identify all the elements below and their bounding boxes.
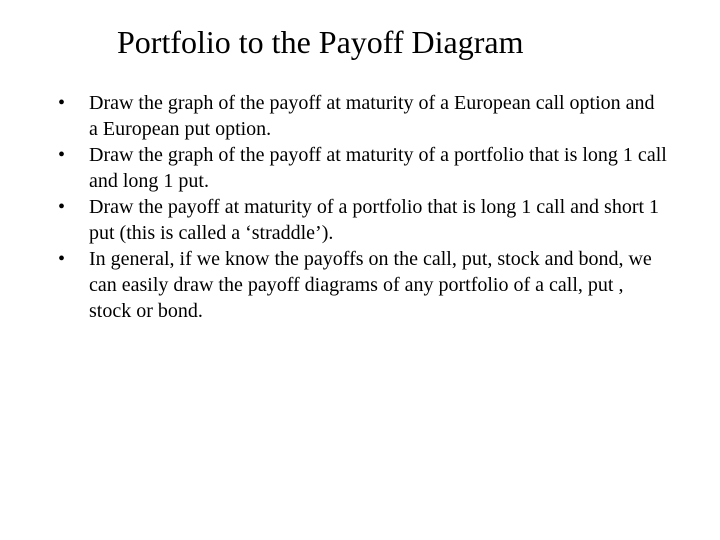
- bullet-item: [58, 194, 668, 246]
- bullet-text: Draw the graph of the payoff at maturity of a portfolio that is long 1 call and long 1 put.: [89, 144, 667, 192]
- bullet-text: Draw the payoff at maturity of a portfolio that is long 1 call and short 1 put (this is called a ‘straddle’).: [89, 196, 660, 244]
- slide-title: Portfolio to the Payoff Diagram: [117, 24, 524, 60]
- bullet-icon: •: [58, 248, 66, 270]
- bullet-icon: •: [58, 144, 66, 166]
- bullet-text: In general, if we know the payoffs on the call, put, stock and bond, we can easily draw the payoff diagrams of any portfolio of a call, put , stock or bond.: [89, 248, 652, 322]
- bullet-text: Draw the graph of the payoff at maturity of a European call option and a European put option.: [89, 92, 655, 140]
- bullet-item: [58, 90, 668, 142]
- bullet-item: [58, 142, 668, 194]
- bullet-icon: •: [58, 92, 66, 114]
- bullet-list: [58, 90, 668, 324]
- bullet-icon: •: [58, 196, 66, 218]
- bullet-item: [58, 246, 668, 324]
